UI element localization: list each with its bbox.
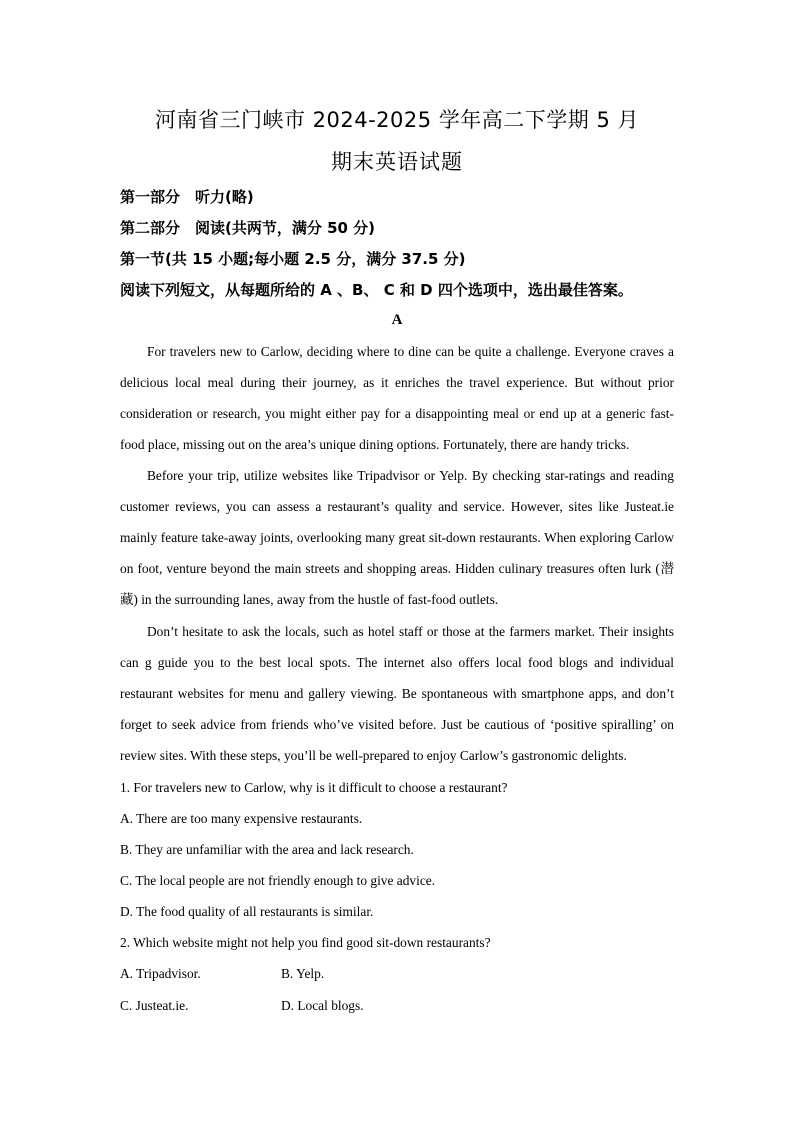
question-1-option-a: A. There are too many expensive restaurants. (120, 811, 363, 826)
exam-title-line1: 河南省三门峡市 2024-2025 学年高二下学期 5 月 (154, 108, 640, 132)
question-1-option-b: B. They are unfamiliar with the area and lack research. (120, 842, 414, 857)
question-2-option-c: C. Justeat.ie. (120, 998, 189, 1013)
passage-paragraph-3: Don’t hesitate to ask the locals, such as hotel staff or those at the farmers market. Their insights can g guide you to the best local spots. The internet also offers local food blogs and individual restaurant websites for menu and gallery viewing. Be spontaneous with smartphone apps, and don’t forget to seek advice from friends who’ve visited before. Just be cautious of ‘positive spiralling’ on review sites. With these steps, you’ll be well-prepared to enjoy Carlow’s gastronomic delights. (120, 624, 674, 763)
question-1-option-c: C. The local people are not friendly enough to give advice. (120, 873, 436, 888)
question-2-option-b: B. Yelp. (281, 966, 325, 981)
instruction-text: 阅读下列短文，从每题所给的 A 、B、 C 和 D 四个选项中，选出最佳答案。 (120, 281, 633, 299)
section1-heading: 第一节(共 15 小题;每小题 2.5 分，满分 37.5 分) (120, 250, 466, 268)
question-2-stem: 2. Which website might not help you find good sit-down restaurants? (120, 935, 491, 950)
passage-paragraph-2: Before your trip, utilize websites like Tripadvisor or Yelp. By checking star-ratings and reading customer reviews, you can assess a restaurant’s quality and service. However, sites like Justeat.ie mainly feature take-away joints, overlooking many great sit-down restaurants. When exploring Carlow on foot, venture beyond the main streets and shopping areas. Hidden culinary treasures often lurk (潜藏) in the surrounding lanes, away from the hustle of fast-food outlets. (120, 468, 674, 607)
part2-heading: 第二部分 阅读(共两节，满分 50 分) (120, 219, 376, 237)
question-1-option-d: D. The food quality of all restaurants is similar. (120, 904, 374, 919)
question-2-option-d: D. Local blogs. (281, 998, 364, 1013)
part1-heading: 第一部分 听力(略) (120, 188, 254, 206)
question-2-option-a: A. Tripadvisor. (120, 966, 201, 981)
question-1-stem: 1. For travelers new to Carlow, why is it difficult to choose a restaurant? (120, 780, 508, 795)
exam-title-line2: 期末英语试题 (331, 150, 463, 174)
passage-paragraph-1: For travelers new to Carlow, deciding where to dine can be quite a challenge. Everyone craves a delicious local meal during their journey, as it enriches the travel experience. But without prior consideration or research, you might either pay for a disappointing meal or end up at a generic fast-food place, missing out on the area’s unique dining options. Fortunately, there are handy tricks. (120, 344, 674, 452)
passage-label: A (391, 312, 403, 328)
